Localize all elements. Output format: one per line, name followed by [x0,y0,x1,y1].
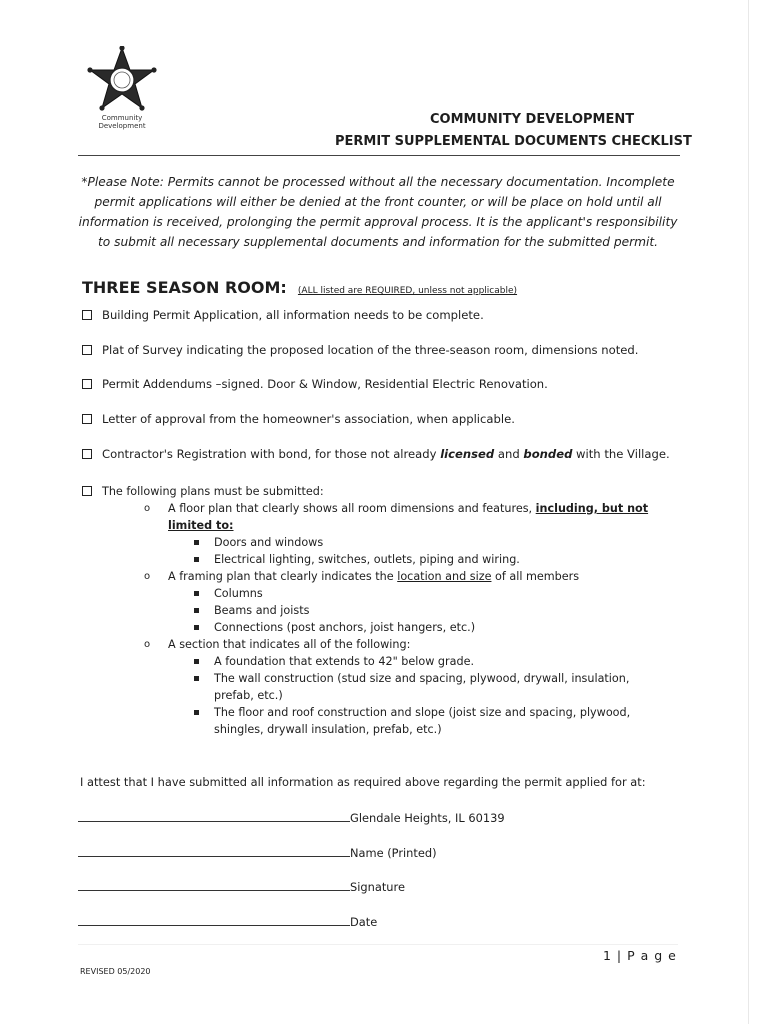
plan-detail-text: Columns [214,587,263,600]
checkbox[interactable] [82,345,92,355]
name-blank-line[interactable] [78,844,350,857]
plan-detail [82,704,682,738]
logo-caption-line1: Community [101,114,143,122]
signature-blank-line[interactable] [78,878,350,891]
plan-text: of all members [491,570,580,583]
page-number: 1 | P a g e [603,948,677,963]
signature-row-label: Name (Printed) [350,846,437,860]
date-blank-line[interactable] [78,913,350,926]
section-subtitle: (ALL listed are REQUIRED, unless not applicable) [297,286,518,296]
plan-emphasis: location and size [397,570,492,583]
attestation-statement: I attest that I have submitted all information as required above regarding the permit applied for at: [80,775,646,789]
square-bullet-icon [194,625,199,630]
plan-detail-text: Electrical lighting, switches, outlets, piping and wiring. [214,553,520,566]
square-bullet-icon [194,710,199,715]
plan-detail [82,670,682,704]
sheriff-star-badge-icon [80,46,170,118]
plans-intro-text: The following plans must be submitted: [102,485,324,498]
circle-bullet-icon: o [144,503,151,514]
plan-detail-text: Beams and joists [214,604,310,617]
plan-detail-text: A foundation that extends to 42" below grade. [214,655,475,668]
square-bullet-icon [194,591,199,596]
logo-caption-line2: Development [98,122,146,130]
plan-detail-text: Connections (post anchors, joist hangers, etc.) [214,621,476,634]
signature-row-label: Signature [350,880,405,894]
footer-divider [78,944,678,945]
checklist-item [82,447,670,461]
bonded-emphasis: bonded [523,447,573,461]
square-bullet-icon [194,557,199,562]
checklist-item-text: with the Village. [572,447,670,461]
checklist-item-text: and [494,447,524,461]
checklist-item-text: Building Permit Application, all information needs to be complete. [102,308,484,322]
checklist-item [82,343,638,357]
checkbox[interactable] [82,486,92,496]
square-bullet-icon [194,608,199,613]
plans-checklist-item [82,483,682,738]
checklist-item [82,412,515,426]
checkbox[interactable] [82,449,92,459]
plan-text: A framing plan that clearly indicates the [168,570,398,583]
checklist-item-text: Permit Addendums –signed. Door & Window, Residential Electric Renovation. [102,377,548,391]
section-heading [82,278,517,297]
checklist-item [82,377,548,391]
header-subtitle: PERMIT SUPPLEMENTAL DOCUMENTS CHECKLIST [335,134,692,149]
plan-detail-text: The floor and roof construction and slope (joist size and spacing, plywood, shingles, drywall insulation, prefab, etc.) [214,706,631,736]
plan-framing [82,568,682,585]
square-bullet-icon [194,676,199,681]
signature-row [78,844,437,860]
plan-detail-text: The wall construction (stud size and spacing, plywood, drywall, insulation, prefab, etc.) [214,672,630,702]
plan-floor [82,500,682,534]
signature-row [78,913,377,929]
circle-bullet-icon: o [144,639,151,650]
checklist-item-text: Letter of approval from the homeowner's association, when applicable. [102,412,515,426]
address-blank-line[interactable] [78,809,350,822]
header-title: COMMUNITY DEVELOPMENT [430,112,635,127]
signature-row-label: Glendale Heights, IL 60139 [350,811,505,825]
plan-detail-text: Doors and windows [214,536,324,549]
licensed-emphasis: licensed [440,447,495,461]
plan-detail [82,585,682,602]
checkbox[interactable] [82,414,92,424]
plan-detail [82,534,682,551]
section-title: THREE SEASON ROOM: [82,278,287,297]
square-bullet-icon [194,540,199,545]
circle-bullet-icon: o [144,571,151,582]
signature-row [78,809,505,825]
checklist-item-text: Contractor's Registration with bond, for those not already [102,447,441,461]
checklist-item [82,308,484,322]
checklist-item-text: Plat of Survey indicating the proposed location of the three-season room, dimensions noted. [102,343,639,357]
plan-section [82,636,682,653]
plan-detail [82,653,682,670]
plan-detail [82,619,682,636]
plan-text: A floor plan that clearly shows all room dimensions and features, [168,502,536,515]
header-divider [78,155,680,156]
plan-text: A section that indicates all of the following: [168,638,411,651]
logo-caption [90,114,154,130]
checkbox[interactable] [82,310,92,320]
plan-detail [82,602,682,619]
signature-row-label: Date [350,915,378,929]
plan-emphasis: including, but not limited to: [168,502,649,532]
plan-detail [82,551,682,568]
signature-row [78,878,405,894]
plans-intro [82,483,682,500]
revised-date: REVISED 05/2020 [80,967,151,976]
scan-edge-line [748,0,749,1024]
permit-note: *Please Note: Permits cannot be processed without all the necessary documentation. Incomplete permit applications will either be denied at the front counter, or will be place on hold until all information is received, prolonging the permit approval process. It is the applicant's responsibility to submit all necessary supplemental documents and information for the submitted permit. [78,175,678,249]
square-bullet-icon [194,659,199,664]
checkbox[interactable] [82,379,92,389]
